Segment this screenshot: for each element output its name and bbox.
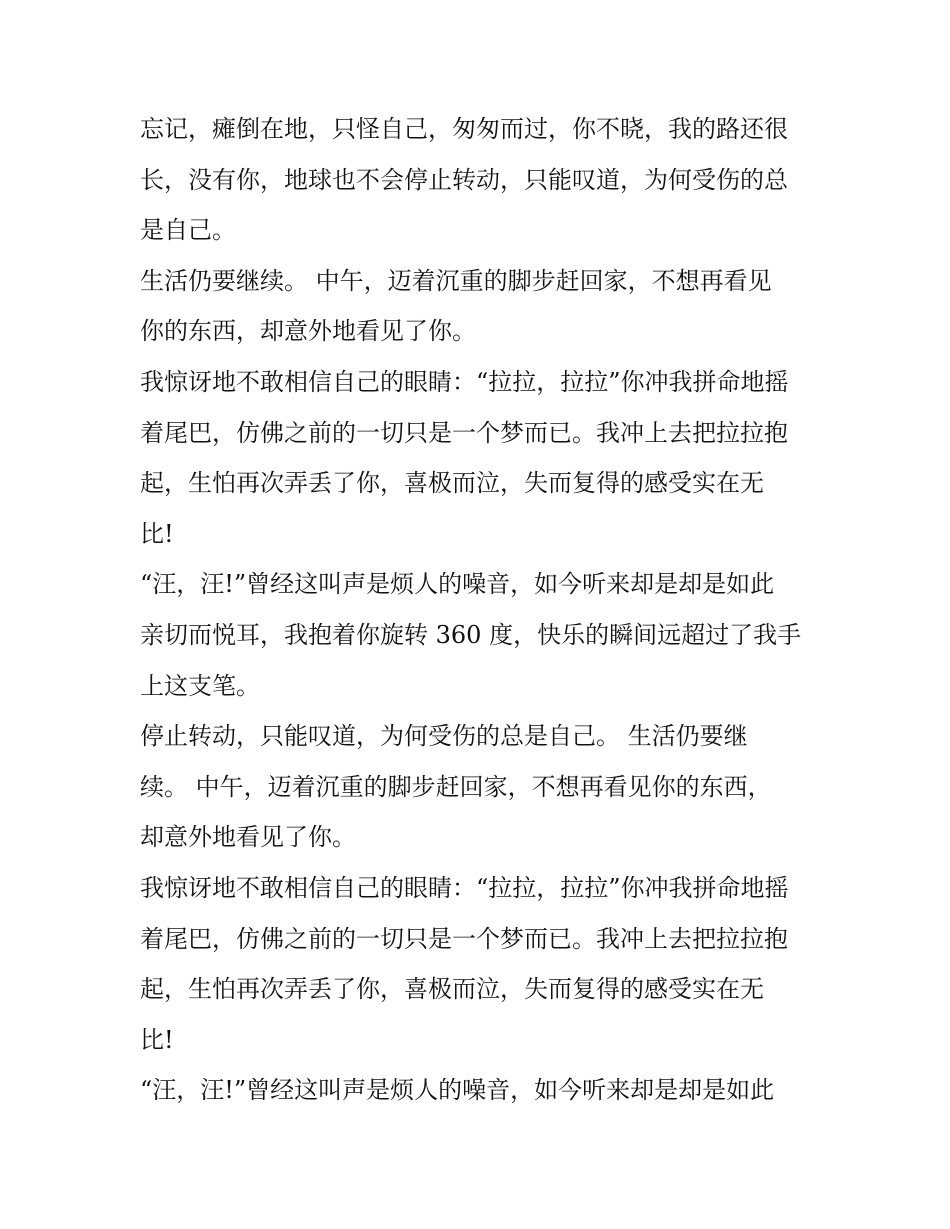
body-text xyxy=(140,104,820,1116)
text-line: 续。 中午，迈着沉重的脚步赶回家，不想再看见你的东西， xyxy=(140,772,772,801)
text-line: 你的东西，却意外地看见了你。 xyxy=(140,317,476,346)
text-line: 上这支笔。 xyxy=(140,671,260,700)
text-line: 生活仍要继续。 中午，迈着沉重的脚步赶回家，不想再看见 xyxy=(140,266,772,295)
text-line: “汪，汪!”曾经这叫声是烦人的噪音，如今听来却是却是如此 xyxy=(140,570,775,599)
text-line: 停止转动，只能叹道，为何受伤的总是自己。 生活仍要继 xyxy=(140,722,748,751)
text-line: 起，生怕再次弄丢了你，喜极而泣，失而复得的感受实在无 xyxy=(140,469,764,498)
text-line: 着尾巴，仿佛之前的一切只是一个梦而已。我冲上去把拉拉抱 xyxy=(140,418,788,447)
text-line: 比! xyxy=(140,1025,174,1054)
text-line: “汪，汪!”曾经这叫声是烦人的噪音，如今听来却是却是如此 xyxy=(140,1076,775,1105)
text-line: 却意外地看见了你。 xyxy=(140,823,356,852)
text-line: 起，生怕再次弄丢了你，喜极而泣，失而复得的感受实在无 xyxy=(140,975,764,1004)
text-line: 比! xyxy=(140,519,174,548)
text-line: 忘记，瘫倒在地，只怪自己，匆匆而过，你不晓，我的路还很 xyxy=(140,115,788,143)
text-line: 亲切而悦耳，我抱着你旋转 360 度，快乐的瞬间远超过了我手 xyxy=(140,620,802,649)
text-line: 我惊讶地不敢相信自己的眼睛：“拉拉，拉拉”你冲我拼命地摇 xyxy=(140,873,789,902)
text-line: 着尾巴，仿佛之前的一切只是一个梦而已。我冲上去把拉拉抱 xyxy=(140,924,788,953)
text-line: 我惊讶地不敢相信自己的眼睛：“拉拉，拉拉”你冲我拼命地摇 xyxy=(140,367,789,396)
text-line: 长，没有你，地球也不会停止转动，只能叹道，为何受伤的总 xyxy=(140,165,788,194)
text-line: 是自己。 xyxy=(140,216,236,245)
